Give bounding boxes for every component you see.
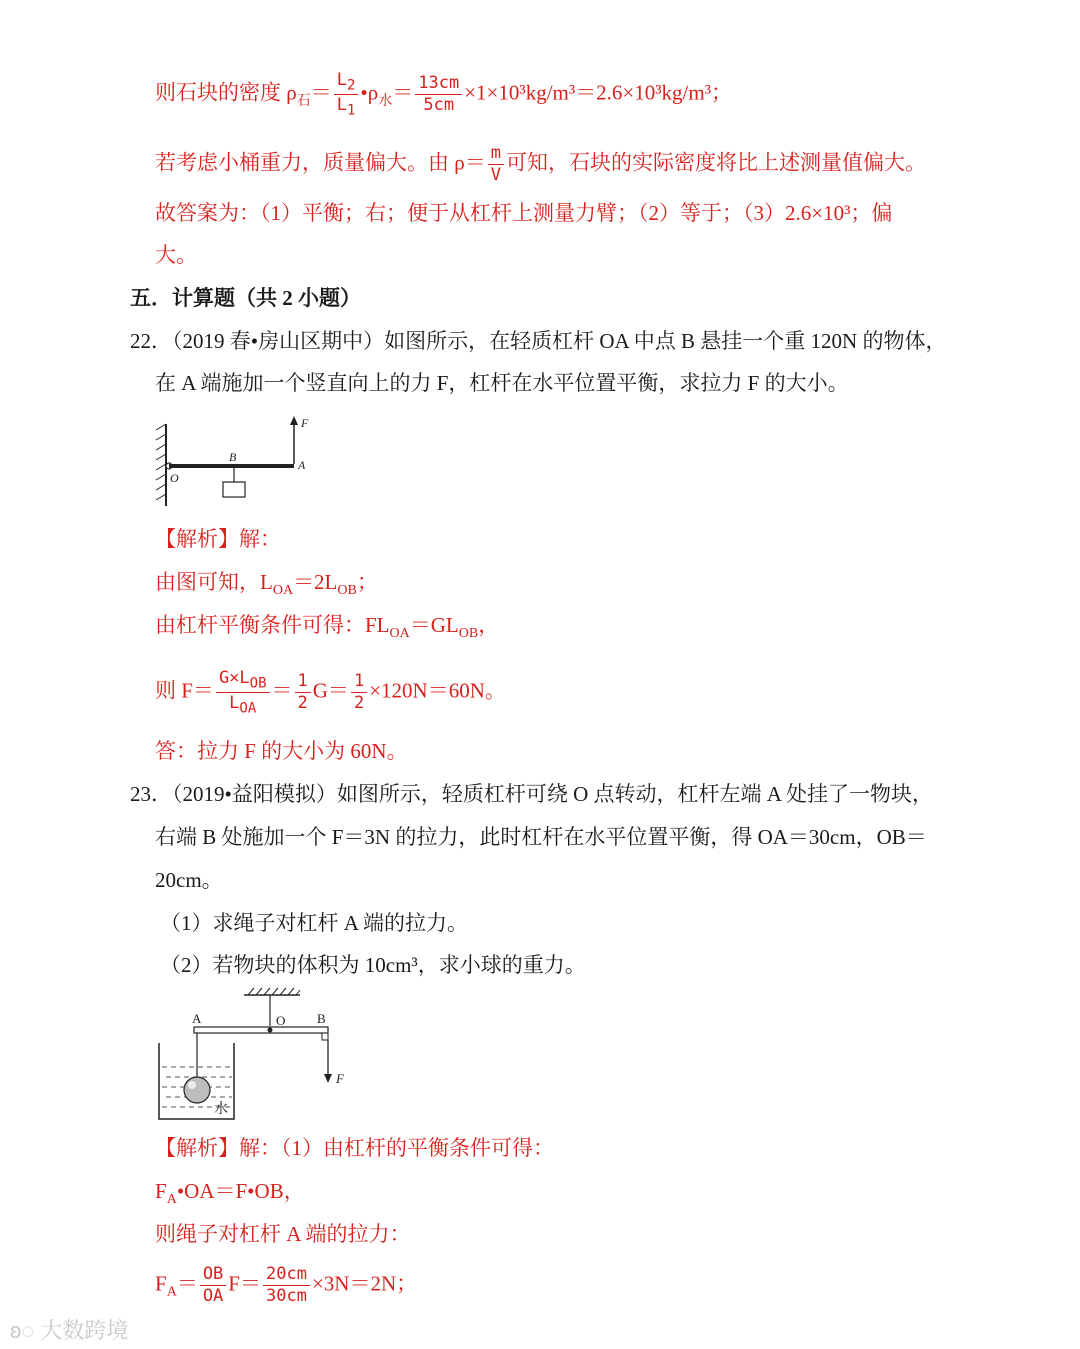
q22-step-1: 由图可知，$L_{OA}=2L_{OB}$；: [155, 570, 378, 599]
label-o: O: [276, 1013, 286, 1028]
fraction-l2-l1: $\frac{L_2}{L_1}$: [334, 72, 359, 118]
force-f-arrowhead: [324, 1074, 332, 1083]
bucket-note: 若考虑小桶重力，质量偏大。由 ρ＝ $\frac{m}{V}$ 可知，石块的实际密度将比上述测量值偏大。: [155, 143, 926, 185]
fraction-gxlob-loa: $\frac{G\times L_{OB}}{L_{OA}}$: [216, 670, 270, 716]
q22-text-line-1: 22．（2019 春•房山区期中）如图所示，在轻质杠杆 OA 中点 B 悬挂一个重 120N 的物体，: [130, 329, 947, 353]
fraction-13cm-5cm: $\frac{13cm}{5cm}$: [415, 75, 462, 114]
ball-highlight: [188, 1081, 196, 1089]
q23-analysis: 【解析】解：（1）由杠杆的平衡条件可得：: [155, 1136, 554, 1160]
label-b: B: [229, 450, 237, 464]
fraction-one-half-b: $\frac{1}{2}$: [351, 673, 367, 712]
q23-equation-1: $F_A•OA=F•OB$，: [155, 1179, 305, 1208]
watermark: ʚ◌ 大数跨境: [10, 1318, 129, 1343]
q22-answer: 答：拉力 F 的大小为 60N。: [155, 739, 408, 763]
label-water: 水: [214, 1102, 228, 1117]
ball: [184, 1077, 210, 1103]
label-a: A: [298, 458, 306, 472]
label-b: B: [317, 1011, 326, 1026]
hanging-object: [223, 482, 245, 497]
pivot-o: [268, 1028, 273, 1033]
q22-analysis-tag: 【解析】解：: [155, 527, 281, 551]
q23-lever-figure: [152, 985, 367, 1125]
q22-text-line-2: 在 A 端施加一个竖直向上的力 F，杠杆在水平位置平衡，求拉力 F 的大小。: [155, 371, 849, 395]
label-o: O: [170, 471, 179, 485]
fraction-m-v: $\frac{m}{V}$: [488, 145, 504, 184]
answer-summary-line-1: 故答案为：（1）平衡；右；便于从杠杆上测量力臂；（2）等于；（3）2.6×10³；偏: [155, 201, 893, 225]
fraction-ob-oa: $\frac{OB}{OA}$: [200, 1266, 226, 1305]
lever-ab: [194, 1027, 328, 1033]
ceiling: [244, 988, 300, 995]
hook-b: [322, 1033, 328, 1040]
q23-text-line-1: 23．（2019•益阳模拟）如图所示，轻质杠杆可绕 O 点转动，杠杆左端 A 处挂了一物块，: [130, 782, 934, 806]
lever-oa: [169, 464, 294, 468]
label-f: F: [336, 1071, 344, 1086]
q23-rope-text: 则绳子对杠杆 A 端的拉力：: [155, 1222, 411, 1246]
density-formula: 则石块的密度 $\rho_石=$ $\frac{L_2}{L_1}$ $•\rho_水=$ $\frac{13cm}{5cm}$ ×1×10³kg/m³＝2.6×10³kg/m³；: [155, 70, 733, 119]
label-a: A: [192, 1011, 202, 1026]
q23-sub-question-2: （2）若物块的体积为 10cm³，求小球的重力。: [160, 953, 586, 977]
q23-equation-2: $F_A=$ $\frac{OB}{OA}$ F＝ $\frac{20cm}{30cm}$ ×3N＝2N；: [155, 1264, 418, 1306]
watermark-logo-icon: ʚ◌: [10, 1318, 35, 1343]
q23-text-line-2: 右端 B 处施加一个 F＝3N 的拉力，此时杠杆在水平位置平衡，得 OA＝30cm，OB＝: [155, 825, 927, 849]
wall: [156, 424, 166, 506]
fraction-20cm-30cm: $\frac{20cm}{30cm}$: [263, 1266, 310, 1305]
answer-summary-line-2: 大。: [155, 243, 197, 267]
q22-step-3: 则 F＝ $\frac{G\times L_{OB}}{L_{OA}}$ ＝ $\frac{1}{2}$ G＝ $\frac{1}{2}$ ×120N＝60N。: [155, 668, 506, 717]
fraction-one-half-a: $\frac{1}{2}$: [295, 673, 311, 712]
section-heading: 五．计算题（共 2 小题）: [130, 286, 361, 310]
force-f-arrowhead: [290, 416, 298, 425]
q23-text-line-3: 20cm。: [155, 868, 223, 892]
label-f: F: [301, 416, 309, 430]
q23-sub-question-1: （1）求绳子对杠杆 A 端的拉力。: [160, 911, 469, 935]
q22-lever-figure: [152, 410, 322, 510]
q22-step-2: 由杠杆平衡条件可得：$FL_{OA}=GL_{OB}$，: [155, 613, 500, 642]
